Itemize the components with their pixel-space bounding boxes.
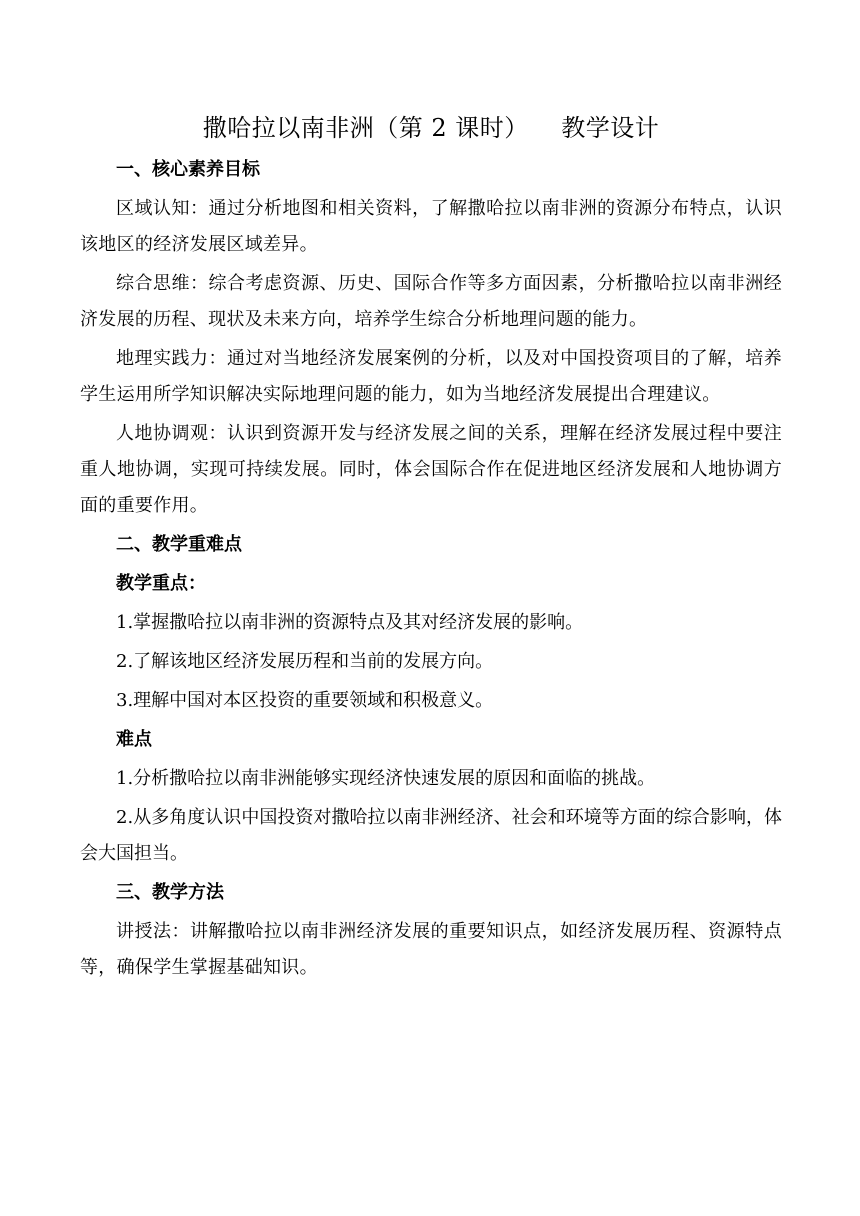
document-page (80, 108, 782, 986)
key-point-item: 3.理解中国对本区投资的重要领域和积极意义。 (116, 690, 494, 711)
section-heading-objectives: 一、核心素养目标 (116, 159, 260, 180)
subheading-key-points: 教学重点： (116, 573, 206, 594)
section-heading-key-difficulties: 二、教学重难点 (116, 534, 242, 555)
subheading-difficulties: 难点 (116, 729, 152, 750)
section-heading-teaching-methods: 三、教学方法 (116, 882, 224, 903)
page-title: 撒哈拉以南非洲（第 2 课时） 教学设计 (202, 114, 660, 142)
difficulty-item: 2.从多角度认识中国投资对撒哈拉以南非洲经济、社会和环境等方面的综合影响，体会大国担当。 (80, 807, 782, 864)
paragraph-geographic-practice: 地理实践力：通过对当地经济发展案例的分析，以及对中国投资项目的了解，培养学生运用所学知识解决实际地理问题的能力，如为当地经济发展提出合理建议。 (80, 348, 782, 405)
paragraph-lecture-method: 讲授法：讲解撒哈拉以南非洲经济发展的重要知识点，如经济发展历程、资源特点等，确保学生掌握基础知识。 (80, 921, 782, 978)
paragraph-human-earth-coordination: 人地协调观：认识到资源开发与经济发展之间的关系，理解在经济发展过程中要注重人地协调，实现可持续发展。同时，体会国际合作在促进地区经济发展和人地协调方面的重要作用。 (80, 423, 782, 516)
key-point-item: 2.了解该地区经济发展历程和当前的发展方向。 (116, 651, 494, 672)
difficulty-item: 1.分析撒哈拉以南非洲能够实现经济快速发展的原因和面临的挑战。 (116, 768, 656, 789)
paragraph-regional-cognition: 区域认知：通过分析地图和相关资料，了解撒哈拉以南非洲的资源分布特点，认识该地区的经济发展区域差异。 (80, 198, 782, 255)
paragraph-comprehensive-thinking: 综合思维：综合考虑资源、历史、国际合作等多方面因素，分析撒哈拉以南非洲经济发展的历程、现状及未来方向，培养学生综合分析地理问题的能力。 (80, 273, 782, 330)
key-point-item: 1.掌握撒哈拉以南非洲的资源特点及其对经济发展的影响。 (116, 612, 584, 633)
